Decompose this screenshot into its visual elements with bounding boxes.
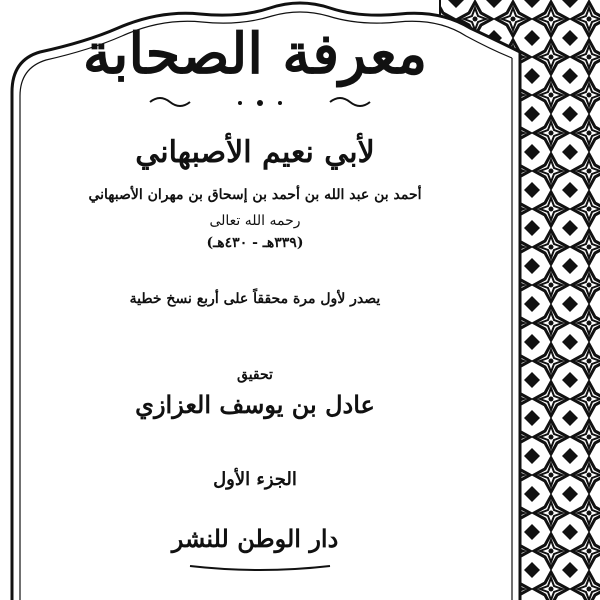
book-title: معرفة الصحابة [82, 21, 428, 87]
author-short-name: لأبي نعيم الأصبهاني [135, 135, 375, 170]
cover-text [70, 0, 440, 600]
volume-label: الجزء الأول [213, 469, 297, 490]
publisher-name: دار الوطن للنشر [171, 524, 339, 553]
tahqiq-label: تحقيق [237, 367, 273, 383]
author-honorific: رحمه الله تعالى [209, 213, 301, 229]
author-full-name: أحمد بن عبد الله بن أحمد بن إسحاق بن مهران الأصبهاني [88, 187, 422, 203]
edition-note: يصدر لأول مرة محققاً على أربع نسخ خطية [129, 291, 381, 307]
author-dates: (٣٣٩هـ - ٤٣٠هـ) [206, 235, 304, 251]
editor-name: عادل بن يوسف العزازي [135, 390, 375, 419]
